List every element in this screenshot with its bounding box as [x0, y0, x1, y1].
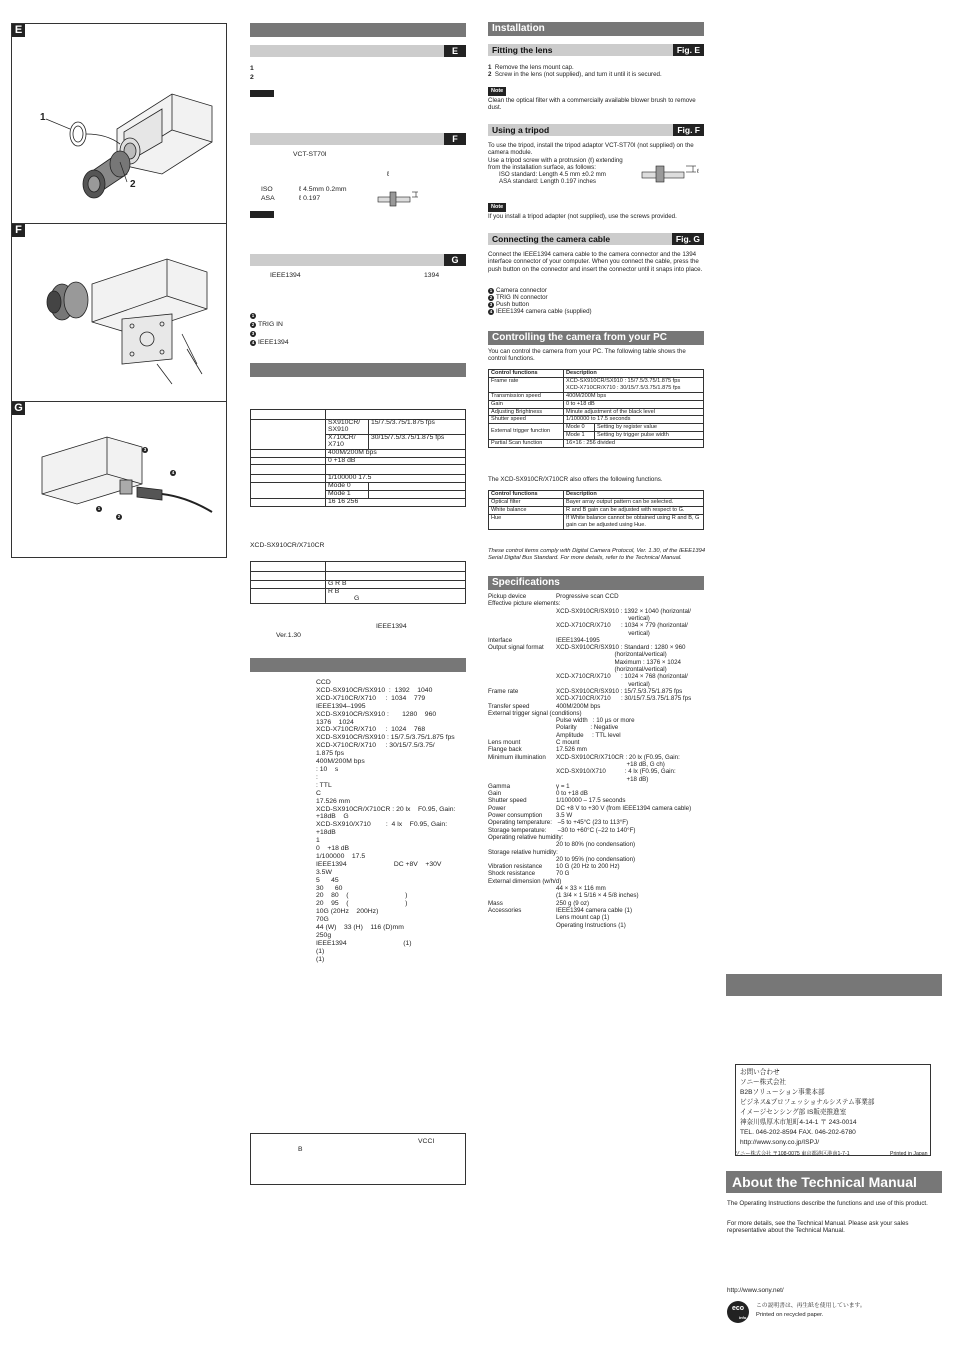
jp-spec-line: 20 95 ( ) [316, 900, 408, 908]
spec-value: (horizontal/vertical) [556, 651, 667, 659]
spec-value: +18 dB, G ch) [556, 760, 665, 768]
spec-value: –5 to +45°C (23 to 113°F) [556, 819, 629, 827]
spec-value: (horizontal/vertical) [556, 666, 667, 673]
jp-tech-manual-bar [726, 974, 942, 996]
specs-list [488, 593, 706, 933]
spec-value: 17.526 mm [556, 746, 587, 754]
installation-bar: Installation [488, 22, 704, 36]
figure-f-label: F [12, 224, 25, 237]
jp-note-1 [250, 90, 274, 97]
spec-key: Flange back [488, 746, 522, 754]
cable-title: Connecting the camera cable [492, 234, 611, 244]
control-also: The XCD-SX910CR/X710CR also offers the following functions. [488, 476, 663, 483]
spec-value: XCD-SX910/X710 : 4 lx (F0.95, Gain: [556, 768, 676, 776]
spec-key: Interface [488, 636, 513, 644]
jp-spec-line: (1) [316, 947, 325, 955]
figure-g-callout-3: 3 [143, 447, 147, 452]
jp-vcci-b: B [298, 1146, 303, 1153]
spec-row [488, 651, 706, 658]
spec-row [488, 790, 706, 797]
jp-cable-item-4: 4 IEEE1394 [251, 339, 289, 346]
extra-functions-table: Control functions Description Optical filter Bayer array output pattern can be selected. White balance R and B gain can be adjusted with respect to G. Hue If White balance cannot be obtained using R and B, G gain can be adjusted using Hue. [488, 490, 704, 530]
figure-g-panel [11, 401, 227, 558]
lens-note: Clean the optical filter with a commercially available blower brush to remove dust. [488, 97, 696, 112]
jp-fitting-lens-bar [250, 45, 466, 57]
spec-row [488, 885, 706, 892]
spec-row [488, 776, 706, 783]
spec-value: Pulse width : 10 µs or more [556, 717, 635, 725]
spec-value: +18 dB) [556, 775, 649, 783]
spec-row [488, 615, 706, 622]
tripod-adaptor-illustration [12, 224, 226, 401]
spec-value: XCD-X710CR/X710 : 1024 × 768 (horizontal/ [556, 673, 688, 681]
jp-asa-value: ℓ 0.197 [299, 195, 321, 202]
contact-box [735, 1064, 931, 1156]
fig-f-tag: Fig. F [673, 124, 704, 136]
jp-cable-1394: 1394 [424, 272, 440, 279]
cable-item-1: 1 Camera connector [489, 287, 547, 294]
spec-row [488, 827, 706, 834]
recycled-paper-en: Printed on recycled paper. [756, 1312, 824, 1318]
figure-e-callout-2: 2 [130, 179, 136, 190]
spec-key: Operating relative humidity: [488, 833, 564, 841]
spec-value: 1/100000 – 17.5 seconds [556, 797, 626, 805]
spec-key: Lens mount [488, 739, 521, 746]
jp-cable-item-2: 2 TRIG IN [251, 321, 283, 328]
spec-value: vertical) [556, 614, 650, 622]
jp-spec-line: : 10 s [316, 765, 339, 773]
spec-key: Vibration resistance [488, 863, 543, 871]
contact-line-7: TEL. 046-202-8594 FAX. 046-202-6780 [740, 1129, 856, 1136]
jp-spec-line: 1/100000 17.5 [316, 852, 366, 860]
contact-line-1: お問い合わせ [740, 1069, 780, 1076]
jp-tripod-bar [250, 133, 466, 145]
recycled-paper-jp: この説明書は、再生紙を使用しています。 [756, 1303, 866, 1309]
jp-spec-line: XCD-X710CR/X710 : 1034 779 [316, 694, 426, 702]
jp-spec-line: XCD-SX910CR/X710CR : 20 lx F0.95, Gain: [316, 805, 456, 813]
spec-key: Transfer speed [488, 702, 530, 710]
spec-row [488, 870, 706, 877]
spec-value: Operating Instructions (1) [556, 921, 626, 929]
jp-spec-line: : TTL [316, 781, 332, 789]
jp-step-2: 2 [250, 74, 254, 81]
jp-spec-line: 17.526 mm [316, 797, 351, 805]
jp-control-table: SX910CR/ SX910 15/7.5/3.75/1.875 fps X710CR/ X710 30/15/7.5/3.75/1.875 fps 400M/200M bps 0 +18 dB 1/100000 17.5 Mode 0 Mode 1 16 16 256 [250, 409, 466, 507]
figure-g-label: G [12, 402, 25, 415]
jp-extra-table: G R B R B G [250, 561, 466, 604]
spec-row [488, 892, 706, 899]
spec-key: Shock resistance [488, 870, 536, 878]
jp-spec-line: 30 60 [316, 884, 343, 892]
spec-value: Lens mount cap (1) [556, 914, 610, 922]
figure-f-panel [11, 223, 227, 402]
spec-row [488, 761, 706, 768]
spec-row [488, 783, 706, 790]
jp-spec-line: C [316, 789, 321, 797]
figure-g-callout-2: 2 [117, 514, 121, 519]
spec-key: Power consumption [488, 812, 543, 819]
spec-value: XCD-SX910CR/X710CR : 20 lx (F0.95, Gain: [556, 753, 680, 761]
spec-value: XCD-X710CR/X710 : 30/15/7.5/3.75/1.875 fps [556, 695, 692, 703]
contact-line-2: ソニー株式会社 [740, 1079, 787, 1086]
jp-spec-line: 3.5W [316, 868, 332, 876]
control-table: Control functions Description Frame rate XCD-SX910CR/SX910 : 15/7.5/3.75/1.875 fps XCD-X710CR/X710 : 30/15/7.5/3.75/1.875 fps Transmission speed 400M/200M bps Gain 0 to +18 dB Adjusting Brightness Minute adjustment of the black level Shutter speed 1/100000 to 17.5 seconds External trigger function Mode 0 Setting by register value Mode 1 Setting by trigger pulse width Partial Scan function 16×16 : 256 divided [488, 369, 704, 448]
fig-e-tag: Fig. E [673, 44, 704, 56]
spec-value: XCD-SX910CR/SX910 : Standard : 1280 × 960 [556, 644, 686, 652]
spec-row [488, 849, 706, 856]
jp-cable-item-3: 3 [251, 331, 255, 336]
jp-spec-line: 1 [316, 837, 320, 845]
tripod-p1: To use the tripod, install the tripod adaptor VCT-ST70I (not supplied) on the camera module. [488, 142, 694, 157]
tripod-screw-diagram [640, 162, 702, 186]
printed-in-japan: Printed in Japan [890, 1151, 928, 1157]
jp-spec-line: 1.875 fps [316, 750, 344, 758]
spec-row [488, 724, 706, 731]
spec-row [488, 637, 706, 644]
control-paragraph: You can control the camera from your PC. The following table shows the control functions. [488, 348, 686, 363]
figure-g-callout-4: 4 [171, 470, 175, 475]
contact-line-5: イメージセンシング部 IS販売推進室 [740, 1109, 847, 1116]
spec-row [488, 681, 706, 688]
jp-cable-bar [250, 254, 466, 266]
jp-spec-line: 5 45 [316, 876, 339, 884]
tripod-asa: ASA standard: Length 0.197 inches [499, 178, 597, 185]
jp-spec-line: 250g [316, 932, 332, 939]
note-badge-2: Note [488, 203, 506, 212]
jp-spec-line: XCD-X710CR/X710 : 1024 768 [316, 726, 426, 734]
spec-value: C mount [556, 739, 580, 746]
figure-e-panel [11, 23, 227, 224]
jp-fig-g-tag: G [444, 254, 466, 266]
tripod-note: If you install a tripod adapter (not supplied), use the screws provided. [488, 213, 677, 220]
spec-key: Effective picture elements: [488, 600, 561, 608]
jp-note-2 [250, 211, 274, 218]
spec-value: 44 × 33 × 116 mm [556, 885, 606, 892]
spec-row [488, 644, 706, 651]
spec-row [488, 900, 706, 907]
jp-cable-item-1: 1 [251, 313, 255, 318]
spec-row [488, 717, 706, 724]
spec-row [488, 600, 706, 607]
spec-value: Amplitude : TTL level [556, 731, 621, 739]
spec-value: 3.5 W [556, 812, 573, 819]
jp-iso-label: ISO [261, 186, 273, 193]
jp-spec-line: 20 80 ( ) [316, 892, 408, 900]
jp-cable-iface: IEEE1394 [270, 272, 301, 279]
jp-version: Ver.1.30 [276, 632, 301, 639]
spec-row [488, 805, 706, 812]
cable-item-2: 2 TRIG IN connector [489, 294, 548, 301]
fitting-lens-title: Fitting the lens [492, 45, 553, 55]
spec-row [488, 863, 706, 870]
spec-key: Gamma [488, 782, 511, 790]
contact-url: http://www.sony.co.jp/ISPJ/ [740, 1139, 820, 1146]
spec-row [488, 878, 706, 885]
contact-line-3: B2Bソリューション事業本部 [740, 1089, 825, 1096]
jp-vcci-box [250, 1133, 466, 1185]
spec-value: 0 to +18 dB [556, 790, 588, 798]
jp-fig-f-tag: F [444, 133, 466, 145]
jp-tripod-screw-diagram [376, 188, 421, 210]
spec-row [488, 593, 706, 600]
spec-value: –30 to +60°C (–22 to 140°F) [556, 826, 636, 834]
spec-value: γ = 1 [556, 782, 570, 790]
spec-key: Accessories [488, 906, 522, 914]
spec-row [488, 834, 706, 841]
sony-url[interactable]: http://www.sony.net/ [727, 1287, 784, 1294]
spec-value: (1 3/4 × 1 5/16 × 4 5/8 inches) [556, 892, 639, 900]
spec-row [488, 659, 706, 666]
lens-step-1: 1 Remove the lens mount cap. [488, 64, 574, 71]
spec-key: External trigger signal (conditions) [488, 709, 582, 717]
tripod-p2: Use a tripod screw with a protrusion (ℓ) extending from the installation surface, as follows: [488, 157, 623, 172]
spec-value: IEEE1394-1995 [556, 636, 600, 644]
spec-value: Polarity : Negative [556, 724, 619, 732]
tripod-iso: ISO standard: Length 4.5 mm ±0.2 mm [499, 171, 606, 178]
figure-e-callout-1: 1 [40, 112, 46, 123]
spec-key: Output signal format [488, 644, 544, 652]
jp-fig-e-tag: E [444, 45, 466, 57]
fig-g-tag: Fig. G [672, 233, 704, 245]
jp-spec-line: (1) [316, 955, 325, 963]
spec-value: 20 to 95% (no condensation) [556, 855, 636, 863]
spec-row [488, 922, 706, 929]
fitting-lens-bar [488, 44, 704, 56]
spec-row [488, 732, 706, 739]
spec-row [488, 673, 706, 680]
control-bar: Controlling the camera from your PC [488, 331, 704, 345]
spec-value: DC +8 V to +30 V (from IEEE1394 camera cable) [556, 804, 692, 812]
lens-step-2: 2 Screw in the lens (not supplied), and turn it until it is secured. [488, 71, 662, 78]
spec-key: Frame rate [488, 687, 519, 695]
specs-bar: Specifications [488, 576, 704, 590]
spec-row [488, 841, 706, 848]
tripod-title: Using a tripod [492, 125, 550, 135]
jp-spec-line: IEEE1394 DC +8V +30V [316, 860, 442, 868]
spec-row [488, 608, 706, 615]
jp-installation-bar [250, 23, 466, 37]
tech-manual-title: About the Technical Manual [732, 1174, 917, 1190]
jp-control-bar [250, 363, 466, 377]
spec-row [488, 768, 706, 775]
cable-paragraph: Connect the IEEE1394 camera cable to the camera connector and the 1394 interface connector of your computer. When you connect the cable, press the push button on the connector and insert the connector until it snaps into place. [488, 251, 703, 273]
spec-row [488, 739, 706, 746]
eco-info-logo: eco info [727, 1301, 749, 1323]
jp-tripod-ell: ℓ [387, 171, 390, 178]
spec-key: Storage relative humidity: [488, 848, 558, 856]
spec-row [488, 710, 706, 717]
cable-item-3: 3 Push button [489, 301, 530, 308]
spec-value: vertical) [556, 680, 650, 688]
spec-key: Gain [488, 790, 502, 798]
sony-address: ソニー株式会社 〒108-0075 東京都港区港南1-7-1 [735, 1151, 850, 1157]
spec-row [488, 812, 706, 819]
spec-value: 250 g (9 oz) [556, 899, 590, 907]
jp-spec-line: 0 +18 dB [316, 845, 350, 853]
tripod-bar [488, 124, 704, 136]
spec-row [488, 746, 706, 753]
jp-spec-line: 70G [316, 916, 329, 924]
spec-value: XCD-SX910CR/SX910 : 1392 × 1040 (horizontal/ [556, 607, 692, 615]
jp-spec-line: XCD-SX910/X710 : 4 lx F0.95, Gain: [316, 821, 448, 829]
spec-row [488, 914, 706, 921]
cable-item-4: 4 IEEE1394 camera cable (supplied) [489, 308, 592, 315]
contact-line-6: 神奈川県厚木市旭町4-14-1 〒 243-0014 [740, 1119, 857, 1126]
jp-ieee-ref: IEEE1394 [376, 623, 407, 630]
jp-vcci: VCCI [418, 1138, 435, 1145]
jp-spec-line: IEEE1394–1995 [316, 702, 366, 710]
spec-row [488, 630, 706, 637]
spec-row [488, 703, 706, 710]
spec-value: Progressive scan CCD [556, 593, 619, 600]
spec-value: 70 G [556, 870, 570, 878]
spec-row [488, 622, 706, 629]
camera-cable-illustration [12, 402, 226, 557]
tech-manual-p2: For more details, see the Technical Manual. Please ask your sales representative about the Technical Manual. [727, 1220, 909, 1235]
spec-value: XCD-X710CR/X710 : 1034 × 779 (horizontal/ [556, 622, 688, 630]
jp-spec-line: XCD-SX910CR/SX910 : 1280 960 [316, 710, 437, 718]
jp-spec-line: +18dB G [316, 813, 349, 821]
jp-spec-line: 10G (20Hz 200Hz) [316, 908, 379, 916]
jp-step-1: 1 [250, 65, 254, 72]
spec-value: XCD-SX910CR/SX910 : 15/7.5/3.75/1.875 fps [556, 687, 683, 695]
spec-value: 400M/200M bps [556, 702, 601, 710]
figure-g-callout-1: 1 [97, 506, 101, 511]
spec-row [488, 666, 706, 673]
figure-e-label: E [12, 24, 25, 37]
spec-key: Minimum illumination [488, 753, 546, 761]
jp-spec-line: XCD-SX910CR/SX910 : 1392 1040 [316, 686, 433, 694]
spec-key: Storage temperature: [488, 826, 547, 834]
spec-row [488, 907, 706, 914]
jp-spec-line: IEEE1394 (1) [316, 939, 412, 947]
jp-spec-line: +18dB [316, 829, 336, 837]
contact-line-4: ビジネス&プロフェッショナルシステム事業部 [740, 1099, 875, 1106]
control-footnote: These control items comply with Digital Camera Protocol, Ver. 1.30, of the IEEE1394 Serial Digital Bus Standard. For more details, refer to the Technical Manual. [488, 548, 706, 562]
spec-key: Pickup device [488, 593, 527, 600]
spec-row [488, 819, 706, 826]
jp-spec-line: XCD-SX910CR/SX910 : 15/7.5/3.75/1.875 fps [316, 734, 455, 742]
jp-spec-line: 44 (W) 33 (H) 116 (D)mm [316, 924, 404, 932]
jp-spec-line: XCD-X710CR/X710 : 30/15/7.5/3.75/ [316, 742, 435, 750]
spec-row [488, 695, 706, 702]
spec-row [488, 856, 706, 863]
jp-spec-line: CCD [316, 679, 331, 686]
spec-key: External dimension (w/h/d) [488, 877, 562, 885]
spec-row [488, 754, 706, 761]
jp-tripod-model: VCT-ST70I [293, 151, 327, 158]
spec-value: vertical) [556, 629, 650, 637]
tech-manual-p1: The Operating Instructions describe the functions and use of this product. [727, 1200, 928, 1207]
jp-spec-line: 1376 1024 [316, 718, 354, 726]
spec-value: Maximum : 1376 × 1024 [556, 658, 682, 666]
jp-asa-label: ASA [261, 195, 275, 202]
spec-value: IEEE1394 camera cable (1) [556, 906, 633, 914]
spec-key: Shutter speed [488, 797, 527, 805]
svg-text:ℓ: ℓ [697, 169, 699, 175]
jp-specs-list [316, 679, 466, 964]
spec-row [488, 688, 706, 695]
spec-value: 10 G (20 Hz to 200 Hz) [556, 863, 620, 871]
jp-model-line: XCD-SX910CR/X710CR [250, 542, 325, 549]
spec-key: Mass [488, 899, 503, 907]
spec-row [488, 797, 706, 804]
spec-key: Operating temperature: [488, 819, 552, 827]
note-badge-1: Note [488, 87, 506, 96]
jp-iso-value: ℓ 4.5mm 0.2mm [299, 186, 347, 193]
cable-bar [488, 233, 704, 245]
jp-specs-bar [250, 658, 466, 672]
spec-key: Power [488, 804, 506, 812]
jp-spec-line: 400M/200M bps [316, 758, 365, 766]
jp-spec-line: : [316, 773, 318, 781]
spec-value: 20 to 80% (no condensation) [556, 841, 636, 849]
